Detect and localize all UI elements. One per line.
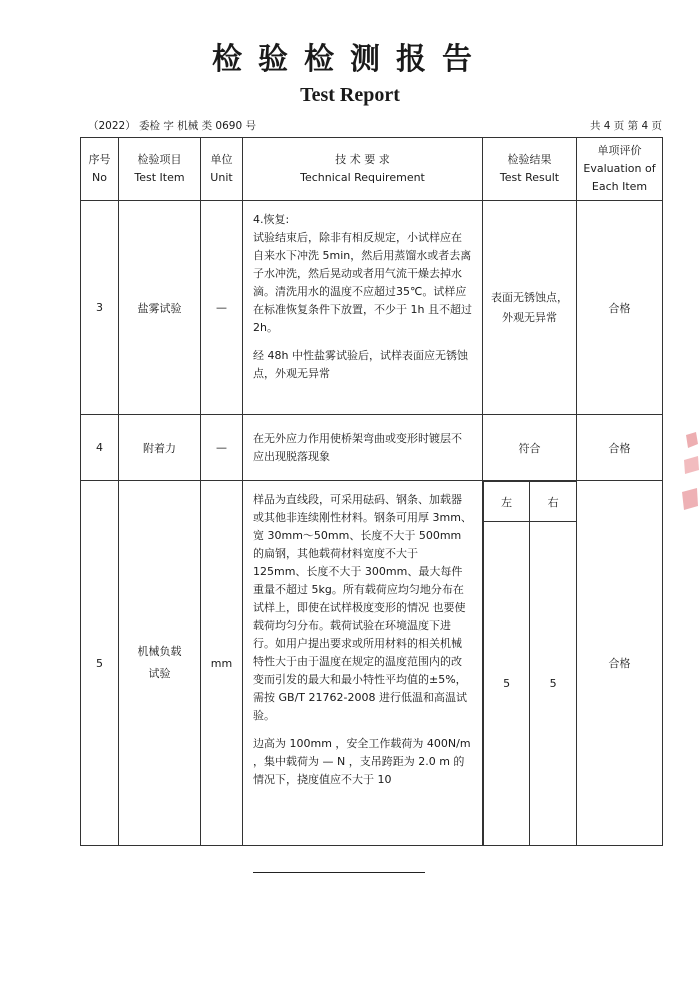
header-eval-en1: Evaluation of: [583, 162, 656, 175]
report-number: （2022） 委检 字 机械 类 0690 号: [88, 120, 256, 132]
row-requirement: [243, 415, 483, 481]
header-req-en: Technical Requirement: [300, 171, 425, 184]
header-eval-cn: 单项评价: [597, 144, 642, 157]
table-row: [81, 481, 663, 846]
requirement-text: 边高为 100mm ，安全工作载荷为 400N/m ，集中载荷为 — N ，支吊跨距为 2.0 m 的情况下，挠度值应不大于 10: [253, 737, 471, 786]
header-item: [119, 138, 201, 201]
result-left-value: 5: [484, 522, 530, 846]
row-unit: —: [201, 201, 243, 415]
table-header-row: [81, 138, 663, 201]
row-evaluation: 合格: [577, 415, 663, 481]
header-result: [483, 138, 577, 201]
row-no: 4: [81, 415, 119, 481]
row-item: 机械负载 试验: [119, 481, 201, 846]
result-split-table: [483, 481, 576, 845]
row-item: 附着力: [119, 415, 201, 481]
row-evaluation: 合格: [577, 481, 663, 846]
row-no: 3: [81, 201, 119, 415]
result-right-label: 右: [530, 482, 576, 522]
row-evaluation: 合格: [577, 201, 663, 415]
header-result-cn: 检验结果: [507, 153, 552, 166]
header-unit: [201, 138, 243, 201]
header-req-cn: 技 术 要 求: [335, 153, 390, 166]
header-result-en: Test Result: [499, 171, 560, 184]
header-unit-cn: 单位: [210, 153, 233, 166]
requirement-text: 样品为直线段，可采用砝码、钢条、加载器或其他非连续刚性材料。钢条可用厚 3mm、宽 30mm～50mm、长度不大于 500mm 的扁钢，其他载荷材料宽度不大于 125mm、长度不大于 300mm、最大每件重量不超过 5kg。所有载荷应均匀地分布在试样上，即使在试样极度变形的情况 也要使载荷均匀分布。载荷试验在环境温度下进行。如用户提出要求或所用材料的相关机械特性大于由于温度在规定的温度范围内的改变而引发的最大和最小特性平均值的±5%，需按 GB/T 21762-2008 进行低温和高温试验。: [253, 493, 472, 722]
table-row: [81, 415, 663, 481]
result-right-value: 5: [530, 522, 576, 846]
result-left-label: 左: [484, 482, 530, 522]
page-info: 共 4 页 第 4 页: [589, 120, 662, 132]
test-report-table: [80, 137, 663, 846]
header-no-en: No: [92, 171, 107, 184]
report-title-cn: 检验检测报告: [212, 42, 488, 77]
requirement-text: 4.恢复: 试验结束后，除非有相反规定，小试样应在自来水下冲洗 5min，然后用蒸馏水或者去离子水冲洗，然后晃动或者用气流干燥去掉水滴。清洗用水的温度不应超过35℃。试样应在标准恢复条件下放置，不少于 1h 且不超过 2h。: [253, 213, 472, 334]
table-row: [81, 201, 663, 415]
footer-divider: [253, 872, 425, 873]
header-requirement: [243, 138, 483, 201]
row-result: 表面无锈蚀点， 外观无异常: [483, 201, 577, 415]
requirement-text: 经 48h 中性盐雾试验后，试样表面应无锈蚀点，外观无异常: [253, 349, 468, 380]
row-requirement: [243, 201, 483, 415]
row-requirement: [243, 481, 483, 846]
requirement-text: 在无外应力作用使桥架弯曲或变形时镀层不应出现脱落现象: [253, 431, 462, 463]
header-item-en: Test Item: [134, 171, 185, 184]
header-evaluation: [577, 138, 663, 201]
row-item: 盐雾试验: [119, 201, 201, 415]
row-unit: mm: [201, 481, 243, 846]
header-no: [81, 138, 119, 201]
report-title-en: Test Report: [300, 84, 400, 106]
row-result: [483, 481, 577, 846]
header-item-cn: 检验项目: [137, 153, 182, 166]
row-no: 5: [81, 481, 119, 846]
row-result: 符合: [483, 415, 577, 481]
header-unit-en: Unit: [210, 171, 233, 184]
seal-stamp-fragment: [678, 430, 700, 520]
header-eval-en2: Each Item: [591, 180, 648, 193]
row-unit: —: [201, 415, 243, 481]
header-no-cn: 序号: [88, 153, 111, 166]
